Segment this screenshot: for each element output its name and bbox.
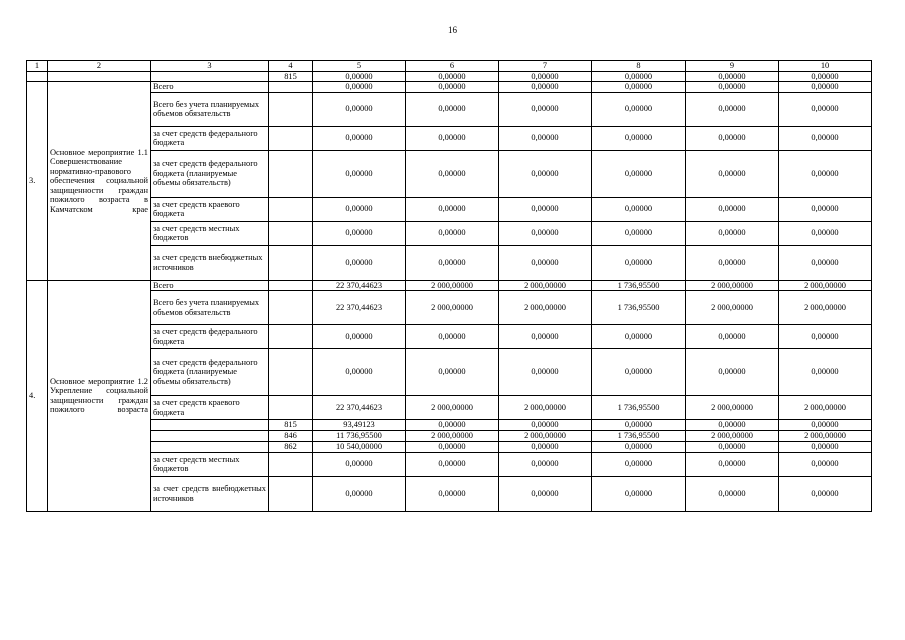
value-cell: 0,00000 (686, 441, 779, 452)
value-cell: 0,00000 (592, 71, 686, 82)
table-row (27, 476, 872, 511)
empty-cell (269, 452, 313, 476)
value-cell: 0,00000 (779, 82, 872, 93)
funding-source-label: за счет средств федерального бюджета (151, 325, 269, 349)
table-row (27, 221, 872, 245)
value-cell: 2 000,00000 (686, 430, 779, 441)
budget-table (26, 60, 872, 512)
empty-cell (151, 71, 269, 82)
value-cell: 0,00000 (313, 245, 406, 280)
row-number: 4. (27, 280, 48, 511)
table-row (27, 396, 872, 420)
empty-cell (269, 280, 313, 291)
table-row (27, 280, 872, 291)
value-cell: 0,00000 (592, 245, 686, 280)
code-cell: 815 (269, 71, 313, 82)
value-cell: 22 370,44623 (313, 280, 406, 291)
empty-cell (269, 82, 313, 93)
value-cell: 2 000,00000 (406, 291, 499, 325)
table-row (27, 325, 872, 349)
code-cell: 862 (269, 441, 313, 452)
funding-source-label: Всего (151, 82, 269, 93)
value-cell: 0,00000 (406, 245, 499, 280)
funding-source-label: Всего (151, 280, 269, 291)
header-cell: 1 (27, 61, 48, 72)
value-cell: 0,00000 (406, 476, 499, 511)
value-cell: 2 000,00000 (686, 291, 779, 325)
value-cell: 0,00000 (406, 325, 499, 349)
value-cell: 2 000,00000 (406, 430, 499, 441)
value-cell: 2 000,00000 (499, 280, 592, 291)
value-cell: 2 000,00000 (406, 280, 499, 291)
value-cell: 0,00000 (406, 349, 499, 396)
header-cell: 2 (48, 61, 151, 72)
empty-cell (269, 150, 313, 197)
value-cell: 1 736,95500 (592, 280, 686, 291)
value-cell: 0,00000 (779, 197, 872, 221)
funding-source-label: за счет средств внебюджетных источников (151, 245, 269, 280)
value-cell: 0,00000 (592, 325, 686, 349)
value-cell: 0,00000 (499, 150, 592, 197)
value-cell: 0,00000 (499, 420, 592, 431)
measure-title: Основное мероприятие 1.2 Укрепление социальной защищенности граждан пожилого возраста (48, 280, 151, 511)
measure-title: Основное мероприятие 1.1 Совершенствование нормативно-правового обеспечения социальной защищенности граждан пожилого возраста в Камчатском крае (48, 82, 151, 281)
value-cell: 0,00000 (779, 92, 872, 126)
table-row (27, 245, 872, 280)
value-cell: 0,00000 (686, 420, 779, 431)
value-cell: 2 000,00000 (686, 396, 779, 420)
table-row (27, 71, 872, 82)
value-cell: 0,00000 (592, 349, 686, 396)
value-cell: 0,00000 (313, 82, 406, 93)
value-cell: 0,00000 (592, 221, 686, 245)
table-row (27, 82, 872, 93)
empty-cell (269, 245, 313, 280)
value-cell: 11 736,95500 (313, 430, 406, 441)
value-cell: 0,00000 (779, 476, 872, 511)
value-cell: 0,00000 (686, 82, 779, 93)
value-cell: 0,00000 (499, 476, 592, 511)
header-row (27, 61, 872, 72)
value-cell: 0,00000 (779, 150, 872, 197)
value-cell: 0,00000 (406, 197, 499, 221)
header-cell: 10 (779, 61, 872, 72)
value-cell: 0,00000 (779, 245, 872, 280)
value-cell: 0,00000 (592, 452, 686, 476)
value-cell: 0,00000 (686, 452, 779, 476)
value-cell: 2 000,00000 (686, 280, 779, 291)
table-row (27, 349, 872, 396)
value-cell: 0,00000 (406, 452, 499, 476)
funding-source-label: за счет средств местных бюджетов (151, 452, 269, 476)
empty-cell (269, 396, 313, 420)
empty-cell (151, 430, 269, 441)
value-cell: 2 000,00000 (779, 430, 872, 441)
value-cell: 0,00000 (779, 71, 872, 82)
value-cell: 0,00000 (313, 126, 406, 150)
header-cell: 3 (151, 61, 269, 72)
value-cell: 0,00000 (779, 325, 872, 349)
table-row (27, 420, 872, 431)
value-cell: 0,00000 (499, 452, 592, 476)
value-cell: 0,00000 (779, 420, 872, 431)
value-cell: 0,00000 (686, 197, 779, 221)
value-cell: 0,00000 (499, 221, 592, 245)
code-cell: 815 (269, 420, 313, 431)
value-cell: 0,00000 (592, 82, 686, 93)
funding-source-label: за счет средств федерального бюджета (планируемые объемы обязательств) (151, 150, 269, 197)
value-cell: 0,00000 (313, 71, 406, 82)
table-row (27, 126, 872, 150)
value-cell: 0,00000 (406, 441, 499, 452)
value-cell: 0,00000 (406, 150, 499, 197)
value-cell: 0,00000 (313, 221, 406, 245)
value-cell: 22 370,44623 (313, 291, 406, 325)
empty-cell (27, 71, 48, 82)
value-cell: 0,00000 (313, 349, 406, 396)
value-cell: 2 000,00000 (499, 291, 592, 325)
header-cell: 4 (269, 61, 313, 72)
empty-cell (269, 92, 313, 126)
value-cell: 0,00000 (499, 325, 592, 349)
table-row (27, 92, 872, 126)
value-cell: 0,00000 (779, 349, 872, 396)
value-cell: 0,00000 (406, 92, 499, 126)
value-cell: 0,00000 (313, 197, 406, 221)
empty-cell (269, 197, 313, 221)
value-cell: 2 000,00000 (499, 430, 592, 441)
funding-source-label: Всего без учета планируемых объемов обязательств (151, 92, 269, 126)
table-row (27, 291, 872, 325)
value-cell: 2 000,00000 (406, 396, 499, 420)
value-cell: 0,00000 (406, 82, 499, 93)
value-cell: 0,00000 (686, 245, 779, 280)
value-cell: 0,00000 (592, 420, 686, 431)
funding-source-label: за счет средств федерального бюджета (планируемые объемы обязательств) (151, 349, 269, 396)
value-cell: 0,00000 (313, 325, 406, 349)
value-cell: 93,49123 (313, 420, 406, 431)
value-cell: 0,00000 (779, 452, 872, 476)
empty-cell (48, 71, 151, 82)
table-row (27, 452, 872, 476)
value-cell: 0,00000 (592, 441, 686, 452)
table-row (27, 430, 872, 441)
page-number: 16 (448, 25, 457, 35)
value-cell: 0,00000 (499, 82, 592, 93)
value-cell: 0,00000 (499, 197, 592, 221)
value-cell: 0,00000 (686, 126, 779, 150)
value-cell: 0,00000 (406, 420, 499, 431)
empty-cell (269, 126, 313, 150)
header-cell: 7 (499, 61, 592, 72)
header-cell: 8 (592, 61, 686, 72)
header-cell: 9 (686, 61, 779, 72)
empty-cell (269, 349, 313, 396)
value-cell: 0,00000 (779, 126, 872, 150)
value-cell: 22 370,44623 (313, 396, 406, 420)
value-cell: 0,00000 (592, 197, 686, 221)
table-row (27, 150, 872, 197)
value-cell: 0,00000 (592, 92, 686, 126)
value-cell: 0,00000 (686, 325, 779, 349)
value-cell: 1 736,95500 (592, 430, 686, 441)
value-cell: 2 000,00000 (779, 291, 872, 325)
empty-cell (151, 441, 269, 452)
row-number: 3. (27, 82, 48, 281)
value-cell: 2 000,00000 (499, 396, 592, 420)
funding-source-label: за счет средств краевого бюджета (151, 197, 269, 221)
value-cell: 0,00000 (686, 150, 779, 197)
funding-source-label: за счет средств федерального бюджета (151, 126, 269, 150)
empty-cell (269, 291, 313, 325)
funding-source-label: за счет средств внебюджетных источников (151, 476, 269, 511)
table-row (27, 197, 872, 221)
value-cell: 0,00000 (406, 221, 499, 245)
value-cell: 1 736,95500 (592, 396, 686, 420)
value-cell: 0,00000 (313, 452, 406, 476)
value-cell: 0,00000 (592, 126, 686, 150)
value-cell: 0,00000 (592, 150, 686, 197)
table-row (27, 441, 872, 452)
code-cell: 846 (269, 430, 313, 441)
value-cell: 0,00000 (686, 71, 779, 82)
value-cell: 0,00000 (313, 476, 406, 511)
value-cell: 0,00000 (406, 126, 499, 150)
value-cell: 0,00000 (313, 92, 406, 126)
value-cell: 1 736,95500 (592, 291, 686, 325)
value-cell: 0,00000 (406, 71, 499, 82)
value-cell: 0,00000 (313, 150, 406, 197)
value-cell: 0,00000 (779, 221, 872, 245)
empty-cell (269, 325, 313, 349)
value-cell: 0,00000 (592, 476, 686, 511)
value-cell: 0,00000 (499, 349, 592, 396)
value-cell: 0,00000 (779, 441, 872, 452)
value-cell: 0,00000 (499, 71, 592, 82)
empty-cell (269, 221, 313, 245)
funding-source-label: Всего без учета планируемых объемов обязательств (151, 291, 269, 325)
empty-cell (151, 420, 269, 431)
funding-source-label: за счет средств местных бюджетов (151, 221, 269, 245)
funding-source-label: за счет средств краевого бюджета (151, 396, 269, 420)
header-cell: 5 (313, 61, 406, 72)
value-cell: 2 000,00000 (779, 396, 872, 420)
value-cell: 0,00000 (499, 245, 592, 280)
value-cell: 0,00000 (499, 441, 592, 452)
value-cell: 0,00000 (686, 92, 779, 126)
value-cell: 0,00000 (686, 476, 779, 511)
value-cell: 0,00000 (499, 126, 592, 150)
value-cell: 0,00000 (686, 349, 779, 396)
header-cell: 6 (406, 61, 499, 72)
value-cell: 10 540,00000 (313, 441, 406, 452)
empty-cell (269, 476, 313, 511)
value-cell: 0,00000 (686, 221, 779, 245)
value-cell: 0,00000 (499, 92, 592, 126)
value-cell: 2 000,00000 (779, 280, 872, 291)
